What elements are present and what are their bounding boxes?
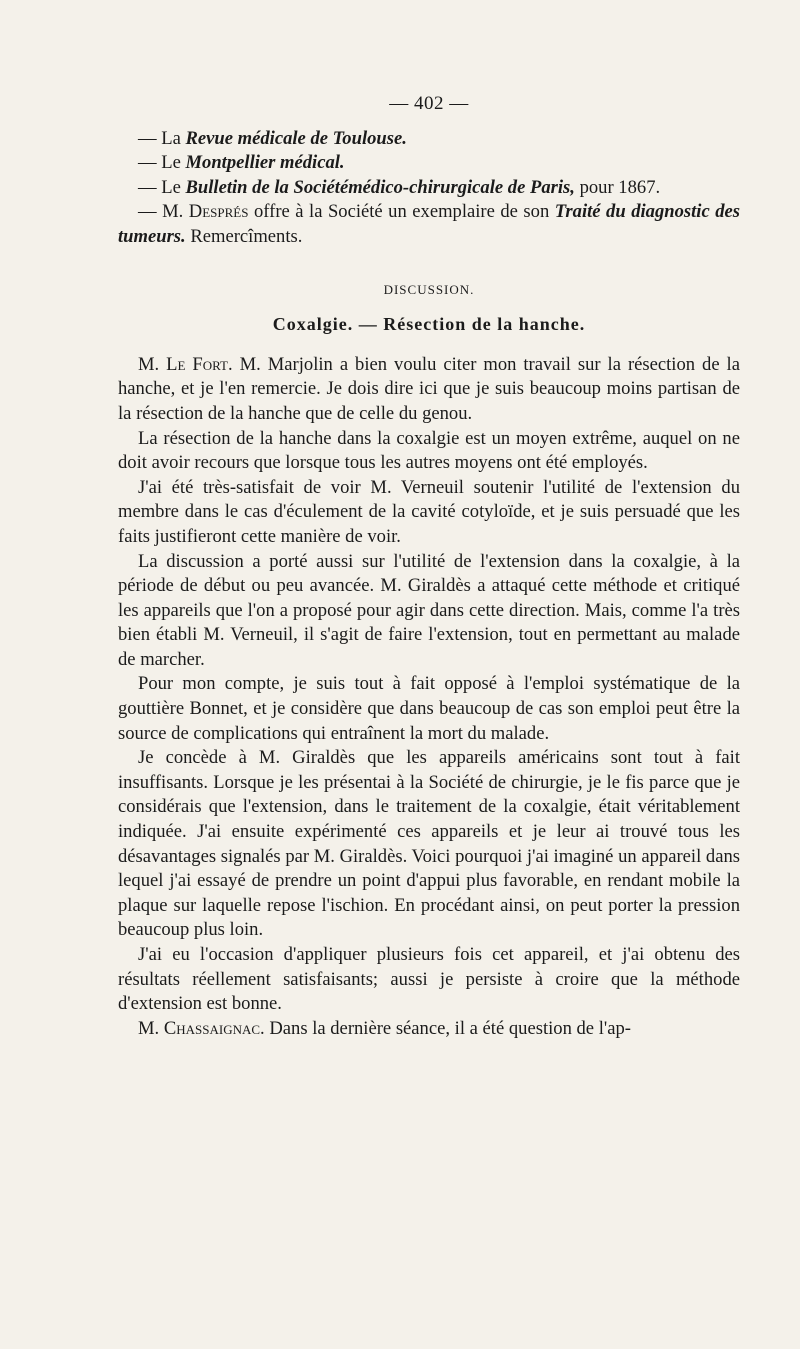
section-heading: DISCUSSION. [383,281,475,297]
paragraph: J'ai été très-satisfait de voir M. Verneuil soutenir l'utilité de l'extension du membre dans le cas d'éculement de la cavité cotyloïde, et je suis persuadé que les faits justifieront cette manière de voir. [118,476,740,547]
announcement-montpellier: — Le Montpellier médical. [138,152,345,174]
paragraph: La discussion a porté aussi sur l'utilité de l'extension dans la coxalgie, à la période de début ou peu avancée. M. Giraldès a attaqué cette méthode et critiqué les appareils que l'on a proposé pour agir dans cette direction. Mais, comme l'a très bien établi M. Verneuil, il s'agit de faire l'extension, tout en permettant au malade de marcher. [118,550,740,670]
announcement-bulletin: — Le Bulletin de la Sociétémédico-chirurgicale de Paris, pour 1867. [138,176,661,198]
announcement-despres: — M. Després offre à la Société un exemplaire de son Traité du diagnostic des tumeurs. Remercîments. [118,201,741,247]
paragraph: Pour mon compte, je suis tout à fait opposé à l'emploi systématique de la gouttière Bonnet, et je considère que dans beaucoup de cas son emploi peut être la source de complications qui entraînent la mort du malade. [118,673,740,744]
paragraph: La résection de la hanche dans la coxalgie est un moyen extrême, auquel on ne doit avoir recours que lorsque tous les autres moyens ont été employés. [118,427,740,474]
subheading: Coxalgie. — Résection de la hanche. [272,314,586,335]
paragraph: Je concède à M. Giraldès que les appareils américains sont tout à fait insuffisants. Lorsque je les présentai à la Société de chirurgie, je le fis parce que je considérais que l'extension, dans le traitement de la coxalgie, était véritablement indiquée. J'ai ensuite expérimenté ces appareils et je leur ai trouvé tous les désavantages signalés par M. Giraldès. Voici pourquoi j'ai imaginé un appareil dans lequel j'ai essayé de prendre un point d'appui plus favorable, en rendant mobile la plaque sur laquelle repose l'ischion. En procédant ainsi, on peut porter la pression beaucoup plus loin. [118,747,740,941]
announcement-revue-toulouse: — La Revue médicale de Toulouse. [138,127,407,149]
page-number: — 402 — [389,93,469,114]
paragraph: J'ai eu l'occasion d'appliquer plusieurs fois cet appareil, et j'ai obtenu des résultats réellement satisfaisants; aussi je persiste à croire que la méthode d'extension est bonne. [118,944,740,1015]
document-page [118,92,740,1041]
le-fort-intro: M. Le Fort. M. Marjolin a bien voulu citer mon travail sur la résection de la hanche, et je l'en remercie. Je dois dire ici que je suis beaucoup moins partisan de la résection de la hanche que de celle du genou. [118,353,740,424]
chassaignac-paragraph: M. Chassaignac. Dans la dernière séance, il a été question de l'ap- [138,1017,631,1039]
